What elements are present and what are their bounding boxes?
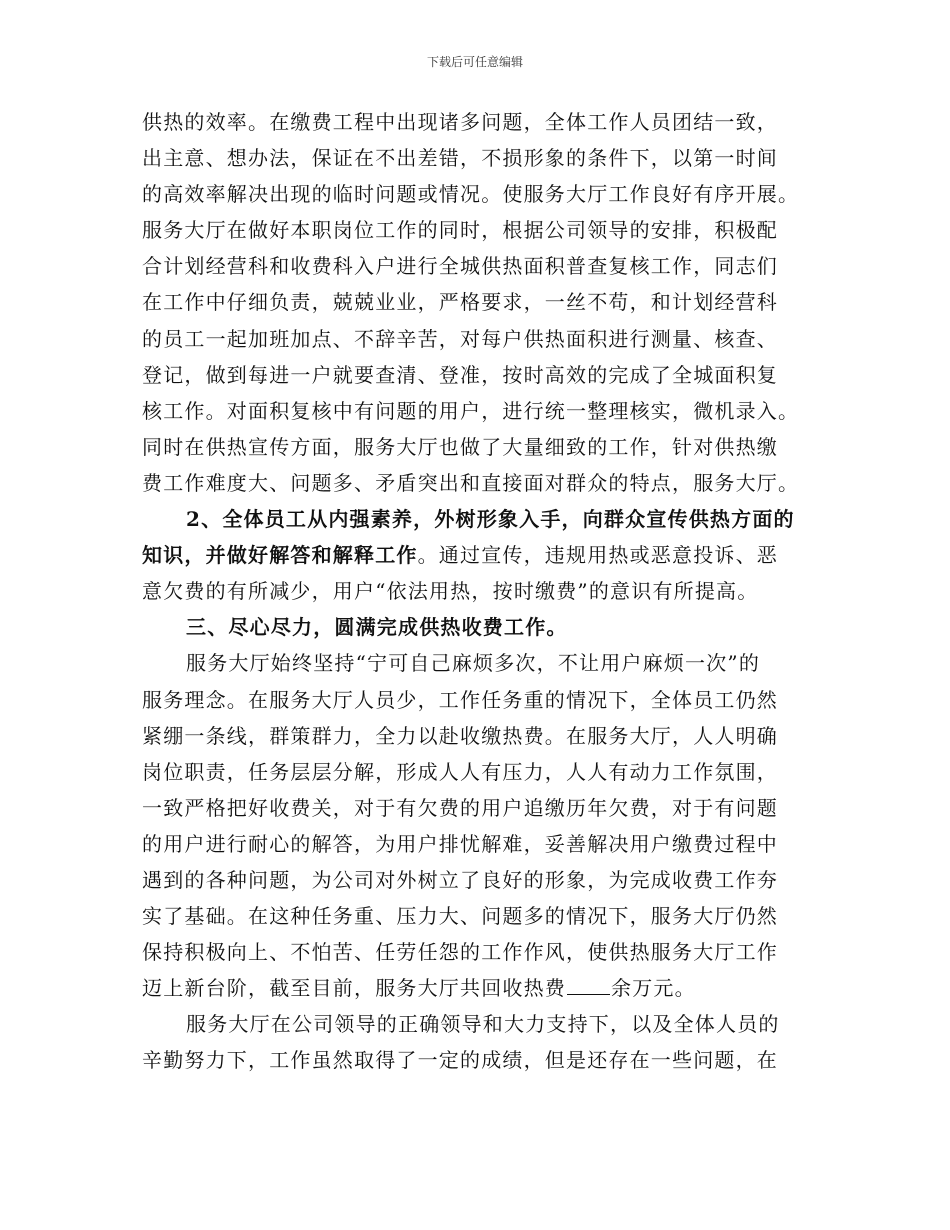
section-2-heading-line: 2、全体员工从内强素养，外树形象入手，向群众宣传供热方面的 bbox=[186, 507, 795, 532]
paragraph-line: 遇到的各种问题，为公司对外树立了良好的形象，为完成收费工作夯 bbox=[142, 867, 778, 892]
paragraph-line: 意欠费的有所减少，用户“依法用热，按时缴费”的意识有所提高。 bbox=[142, 579, 759, 604]
blank-underline bbox=[567, 976, 610, 995]
paragraph-line: 在工作中仔细负责，兢兢业业，严格要求，一丝不苟，和计划经营科 bbox=[142, 290, 778, 315]
paragraph-line: 保持积极向上、不怕苦、任劳任怨的工作作风，使供热服务大厅工作 bbox=[142, 940, 778, 965]
paragraph-line: 一致严格把好收费关，对于有欠费的用户追缴历年欠费，对于有问题 bbox=[142, 795, 778, 820]
paragraph-line: 登记，做到每进一户就要查清、登准，按时高效的完成了全城面积复 bbox=[142, 362, 778, 387]
paragraph-line: 服务大厅始终坚持“宁可自己麻烦多次，不让用户麻烦一次”的 bbox=[186, 651, 761, 676]
line-text-before-blank: 迈上新台阶，截至目前，服务大厅共回收热费 bbox=[142, 976, 566, 1001]
section-2-mixed-line bbox=[142, 537, 822, 573]
paragraph-line: 的用户进行耐心的解答，为用户排忧解难，妥善解决用户缴费过程中 bbox=[142, 831, 778, 856]
paragraph-line: 的高效率解决出现的临时问题或情况。使服务大厅工作良好有序开展。 bbox=[142, 182, 800, 207]
page-header: 下载后可任意编辑 bbox=[426, 55, 523, 69]
paragraph-line: 出主意、想办法，保证在不出差错，不损形象的条件下，以第一时间 bbox=[142, 146, 778, 171]
paragraph-line: 同时在供热宣传方面，服务大厅也做了大量细致的工作，针对供热缴 bbox=[142, 434, 778, 459]
paragraph-line-with-blank bbox=[142, 970, 822, 1006]
document-body bbox=[142, 104, 822, 1079]
paragraph-line: 紧绷一条线，群策群力，全力以赴收缴热费。在服务大厅，人人明确 bbox=[142, 723, 778, 748]
paragraph-line: 供热的效率。在缴费工程中出现诸多问题，全体工作人员团结一致， bbox=[142, 110, 778, 134]
paragraph-line: 费工作难度大、问题多、矛盾突出和直接面对群众的特点，服务大厅。 bbox=[142, 470, 800, 495]
paragraph-line: 核工作。对面积复核中有问题的用户，进行统一整理核实，微机录入。 bbox=[142, 398, 800, 423]
paragraph-line: 服务大厅在公司领导的正确领导和大力支持下，以及全体人员的 bbox=[186, 1012, 780, 1037]
paragraph-line: 服务理念。在服务大厅人员少，工作任务重的情况下，全体员工仍然 bbox=[142, 687, 778, 712]
paragraph-line: 合计划经营科和收费科入户进行全城供热面积普查复核工作，同志们 bbox=[142, 254, 778, 279]
paragraph-line: 的员工一起加班加点、不辞辛苦，对每户供热面积进行测量、核查、 bbox=[142, 326, 778, 351]
paragraph-line: 岗位职责，任务层层分解，形成人人有压力，人人有动力工作氛围， bbox=[142, 759, 778, 784]
paragraph-line: 辛勤努力下，工作虽然取得了一定的成绩，但是还存在一些问题，在 bbox=[142, 1048, 778, 1073]
section-3-heading: 三、尽心尽力，圆满完成供热收费工作。 bbox=[186, 615, 568, 640]
section-2-heading-continuation: 知识，并做好解答和解释工作 bbox=[142, 543, 418, 568]
line-text-after-blank: 余万元。 bbox=[611, 976, 696, 1001]
paragraph-line: 服务大厅在做好本职岗位工作的同时，根据公司领导的安排，积极配 bbox=[142, 218, 778, 243]
section-2-text: 。通过宣传，违规用热或恶意投诉、恶 bbox=[417, 543, 779, 568]
paragraph-line: 实了基础。在这种任务重、压力大、问题多的情况下，服务大厅仍然 bbox=[142, 904, 778, 929]
